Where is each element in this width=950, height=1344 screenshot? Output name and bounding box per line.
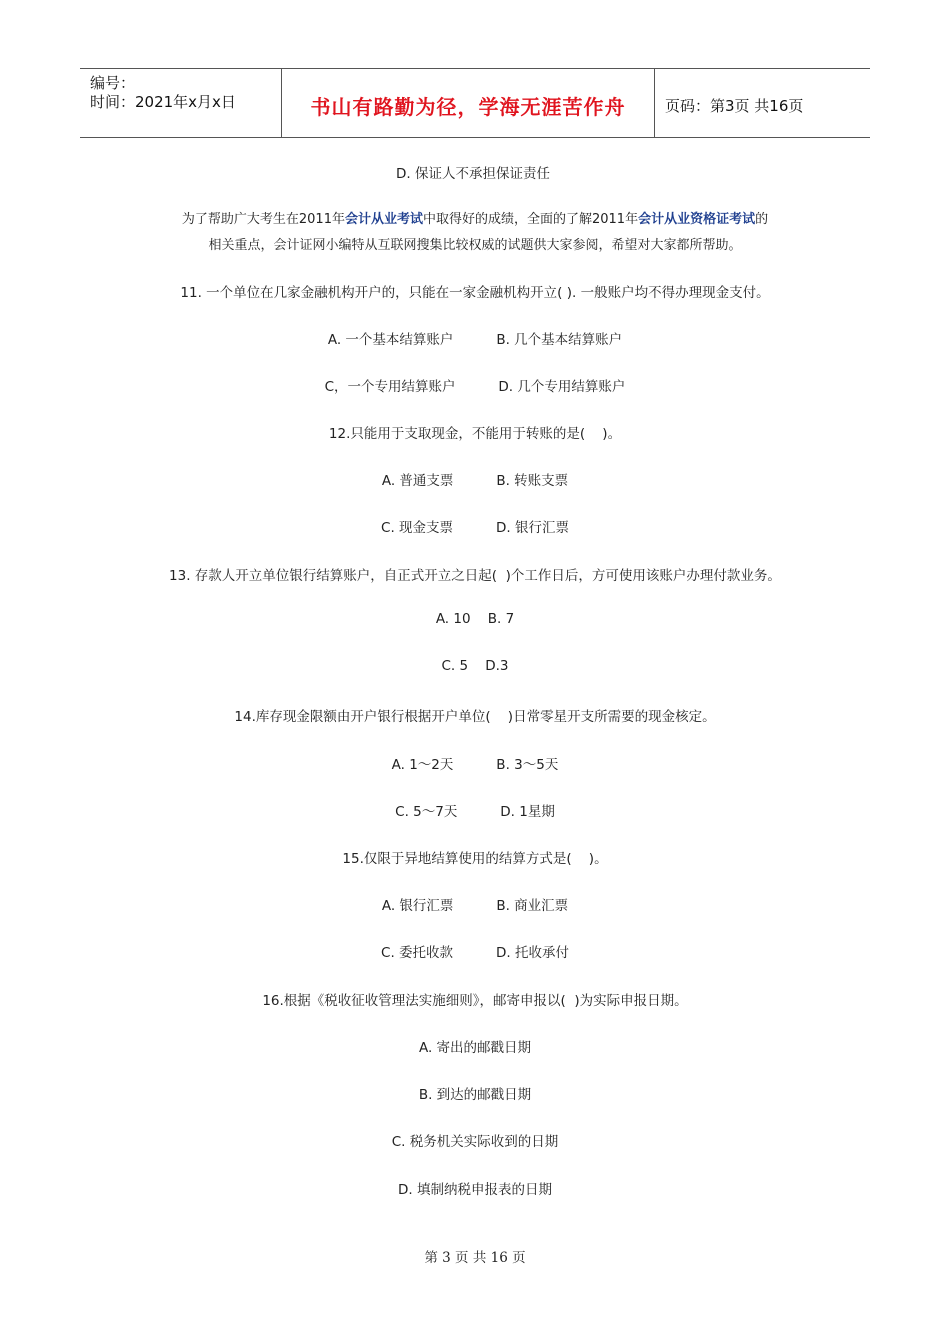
- question-16-option-c: C. 税务机关实际收到的日期: [391, 1134, 559, 1150]
- question-16-option-a: A. 寄出的邮戳日期: [418, 1040, 532, 1056]
- header-page-cell: [655, 69, 870, 137]
- question-15-options-row-2: C. 委托收款 D. 托收承付: [381, 945, 569, 961]
- question-16-option-d: D. 填制纳税申报表的日期: [398, 1182, 552, 1198]
- question-15-options-row-1: A. 银行汇票 B. 商业汇票: [381, 898, 569, 914]
- question-14-options-row-1: A. 1～2天 B. 3～5天: [391, 757, 559, 773]
- question-16-option-b: B. 到达的邮戳日期: [418, 1087, 532, 1103]
- question-13-stem: 13. 存款人开立单位银行结算账户，自正式开立之日起( )个工作日后，方可使用该账户办理付款业务。: [169, 568, 781, 584]
- question-14-stem: 14.库存现金限额由开户银行根据开户单位( )日常零星开支所需要的现金核定。: [234, 709, 716, 725]
- motto: 书山有路勤为径，学海无涯苦作舟: [310, 95, 626, 119]
- intro-line-2: 相关重点，会计证网小编特从互联网搜集比较权威的试题供大家参阅，希望对大家都所帮助。: [208, 238, 742, 253]
- question-13-options-row-1: A. 10 B. 7: [435, 611, 515, 627]
- option-10-d: D. 保证人不承担保证责任: [396, 166, 550, 182]
- question-12-options-row-1: A. 普通支票 B. 转账支票: [381, 473, 569, 489]
- question-15-stem: 15.仅限于异地结算使用的结算方式是( )。: [342, 851, 608, 867]
- intro-text-1: 为了帮助广大考生在2011年: [181, 212, 345, 227]
- keyword-link-1[interactable]: 会计从业考试: [344, 212, 423, 227]
- question-11-options-row-1: A. 一个基本结算账户 B. 几个基本结算账户: [327, 332, 623, 348]
- question-14-options-row-2: C. 5～7天 D. 1星期: [395, 804, 555, 820]
- question-12-options-row-2: C. 现金支票 D. 银行汇票: [381, 520, 569, 536]
- intro-line-1: [0, 208, 950, 227]
- question-11-options-row-2: C，一个专用结算账户 D. 几个专用结算账户: [324, 379, 626, 395]
- question-12-stem: 12.只能用于支取现金，不能用于转账的是( )。: [328, 426, 622, 442]
- header-meta-cell: [80, 69, 282, 137]
- question-16-stem: 16.根据《税收征收管理法实施细则》，邮寄申报以( )为实际申报日期。: [262, 993, 688, 1009]
- question-13-options-row-2: C. 5 D.3: [441, 658, 509, 674]
- intro-text-2: 中取得好的成绩，全面的了解2011年: [422, 212, 639, 227]
- time-line: 时间：2021年x月x日: [90, 93, 236, 111]
- keyword-link-2[interactable]: 会计从业资格证考试: [638, 212, 756, 227]
- number-label: 编号：: [90, 74, 136, 92]
- header-motto-cell: [282, 69, 655, 137]
- document-header: [80, 68, 870, 138]
- page-footer: 第 3 页 共 16 页: [424, 1250, 526, 1266]
- page-info: 页码：第3页 共16页: [665, 97, 804, 115]
- intro-text-3: 的: [755, 212, 769, 227]
- question-11-stem: 11. 一个单位在几家金融机构开户的，只能在一家金融机构开立( ). 一般账户均不得办理现金支付。: [180, 285, 770, 301]
